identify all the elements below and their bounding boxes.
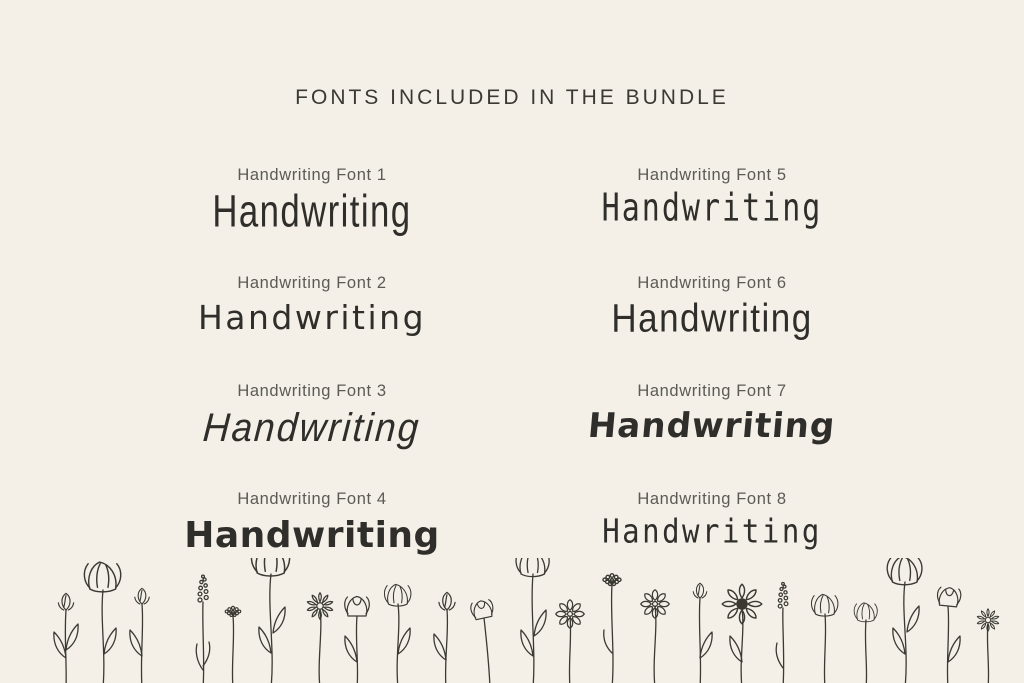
flower-bud [434, 592, 455, 683]
font-sample-card [522, 262, 902, 370]
font-samples-grid [122, 154, 902, 586]
font-sample-label: Handwriting Font 1 [237, 166, 387, 184]
page-title: FONTS INCLUDED IN THE BUNDLE [295, 86, 729, 109]
flower-cluster [603, 574, 621, 683]
flower-tulip [345, 597, 370, 683]
font-sample-label: Handwriting Font 4 [237, 490, 387, 508]
flower-tulip [470, 599, 495, 683]
font-column-left [122, 154, 502, 586]
font-sample-text: Handwriting [611, 295, 813, 341]
flower-daisy [307, 593, 333, 683]
font-sample-label: Handwriting Font 6 [637, 274, 787, 292]
font-sample-card [122, 154, 502, 262]
font-sample-label: Handwriting Font 8 [637, 490, 787, 508]
font-sample-label: Handwriting Font 2 [237, 274, 387, 292]
font-sample-label: Handwriting Font 5 [637, 166, 787, 184]
font-sample-text: Handwriting [602, 511, 822, 551]
font-sample-text: Handwriting [212, 186, 412, 237]
flower-tulip [936, 586, 961, 683]
flower-bud [693, 583, 712, 683]
font-sample-card [522, 370, 902, 478]
flower-poppy [516, 558, 549, 683]
flower-bud [130, 588, 149, 683]
flower-daisy-dark-center [722, 584, 762, 683]
flower-poppy [887, 558, 922, 683]
font-sample-text: Handwriting [184, 515, 440, 556]
font-sample-card [122, 370, 502, 478]
font-sample-label: Handwriting Font 3 [237, 382, 387, 400]
font-sample-label: Handwriting Font 7 [637, 382, 787, 400]
flower-poppy [854, 603, 877, 683]
wildflower-border-illustration [0, 558, 1024, 683]
flower-lavender [776, 582, 788, 683]
flower-poppy [384, 584, 410, 683]
font-sample-text: Handwriting [197, 298, 427, 337]
font-sample-card [522, 154, 902, 262]
font-sample-card [122, 262, 502, 370]
flower-poppy [252, 558, 290, 683]
flower-cluster [225, 606, 240, 683]
flower-lavender [196, 575, 210, 683]
flower-poppy [84, 562, 120, 683]
font-sample-text: Handwriting [201, 405, 423, 450]
flower-cosmos [556, 600, 585, 683]
font-sample-text: Handwriting [601, 186, 823, 231]
flower-daisy [977, 609, 999, 683]
flower-bud [54, 593, 78, 683]
font-column-right [522, 154, 902, 586]
font-sample-text: Handwriting [586, 406, 838, 446]
flower-cosmos [641, 590, 670, 683]
flower-poppy [811, 594, 837, 683]
